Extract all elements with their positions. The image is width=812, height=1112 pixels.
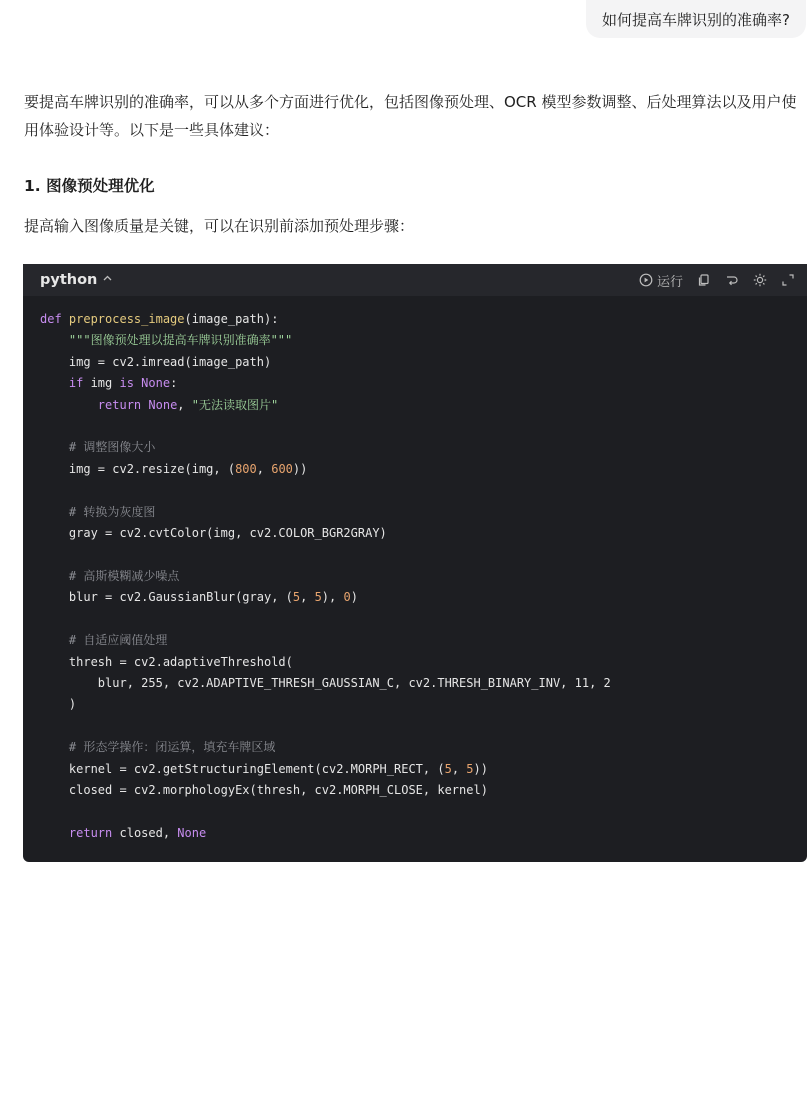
- code-token: 5: [314, 590, 322, 605]
- code-line: [40, 523, 790, 544]
- code-token: ): [40, 697, 77, 712]
- code-line: [40, 673, 790, 694]
- code-token: blur, 255, cv2.ADAPTIVE_THRESH_GAUSSIAN_C, cv2.THRESH_BINARY_INV, 11, 2: [40, 675, 611, 690]
- code-line: [40, 737, 790, 758]
- section-heading: 1. 图像预处理优化: [24, 177, 155, 195]
- code-line: [40, 630, 790, 651]
- section-description: 提高输入图像质量是关键，可以在识别前添加预处理步骤：: [24, 217, 415, 235]
- code-toolbar: [639, 271, 795, 290]
- theme-icon: [753, 273, 767, 287]
- code-token: )): [473, 761, 488, 776]
- code-token: None: [141, 376, 171, 391]
- code-token: # 转换为灰度图: [68, 504, 156, 519]
- code-token: img: [83, 376, 120, 391]
- run-button[interactable]: [639, 271, 683, 290]
- code-token: None: [148, 397, 178, 412]
- code-token: img = cv2.imread(image_path): [40, 354, 272, 369]
- code-token: # 自适应阈值处理: [68, 633, 168, 648]
- code-token: [40, 376, 69, 390]
- watermark: 掘金技术社区 @ Harry技术: [479, 1083, 785, 1111]
- code-line: [40, 716, 790, 737]
- code-token: [40, 569, 69, 583]
- code-token: "无法读取图片": [191, 397, 279, 412]
- code-token: return: [97, 397, 142, 412]
- code-token: None: [177, 825, 207, 840]
- code-token: return: [68, 825, 113, 840]
- code-line: [40, 801, 790, 822]
- code-line: [40, 544, 790, 565]
- code-token: ,: [256, 461, 272, 476]
- code-token: [40, 398, 98, 412]
- code-token: [40, 505, 69, 519]
- user-message-text: 如何提高车牌识别的准确率?: [602, 10, 790, 29]
- code-token: [40, 826, 69, 840]
- code-token: (image_path):: [184, 312, 279, 326]
- copy-button[interactable]: [697, 273, 711, 287]
- code-token: # 调整图像大小: [68, 440, 156, 455]
- code-token: 5: [292, 590, 301, 605]
- code-language-toggle[interactable]: [40, 272, 113, 288]
- code-line: [40, 694, 790, 715]
- code-token: preprocess_image: [68, 312, 185, 326]
- code-token: 5: [466, 761, 474, 776]
- code-token: ),: [321, 590, 344, 605]
- code-block-header: [23, 264, 807, 296]
- assistant-answer: [24, 88, 802, 238]
- code-line: [40, 759, 790, 780]
- code-token: 0: [343, 590, 351, 605]
- code-token: [40, 333, 69, 347]
- answer-intro: 要提高车牌识别的准确率，可以从多个方面进行优化，包括图像预处理、OCR 模型参数调整、后处理算法以及用户使用体验设计等。以下是一些具体建议：: [24, 93, 797, 139]
- code-line: [40, 352, 790, 373]
- code-line: [40, 395, 790, 416]
- code-token: 600: [271, 461, 293, 476]
- code-line: [40, 566, 790, 587]
- copy-icon: [697, 273, 711, 287]
- code-line: [40, 373, 790, 394]
- code-token: if: [68, 376, 84, 391]
- code-token: # 形态学操作：闭运算，填充车牌区域: [68, 740, 276, 755]
- code-line: [40, 309, 790, 330]
- run-label: 运行: [656, 274, 683, 290]
- code-token: )): [292, 461, 308, 476]
- code-token: 5: [444, 761, 452, 776]
- expand-icon: [781, 273, 795, 287]
- wrap-button[interactable]: [725, 273, 739, 287]
- chevron-up-icon: [102, 273, 113, 287]
- expand-button[interactable]: [781, 273, 795, 287]
- code-token: # 高斯模糊减少噪点: [68, 568, 180, 583]
- code-line: [40, 609, 790, 630]
- code-token: thresh = cv2.adaptiveThreshold(: [40, 654, 293, 669]
- code-token: 800: [235, 461, 257, 476]
- theme-button[interactable]: [753, 273, 767, 287]
- play-icon: [639, 273, 653, 287]
- code-line: [40, 823, 790, 844]
- code-token: [40, 440, 69, 454]
- code-token: closed = cv2.morphologyEx(thresh, cv2.MORPH_CLOSE, kernel): [40, 782, 488, 797]
- code-line: [40, 502, 790, 523]
- code-token: gray = cv2.cvtColor(img, cv2.COLOR_BGR2GRAY): [40, 526, 387, 541]
- wrap-icon: [725, 273, 739, 287]
- code-token: [40, 633, 69, 647]
- code-token: ,: [300, 590, 315, 605]
- code-token: ,: [177, 397, 192, 412]
- code-token: blur = cv2.GaussianBlur(gray, (: [40, 590, 293, 605]
- code-line: [40, 416, 790, 437]
- code-token: is: [119, 376, 134, 391]
- code-token: ,: [451, 761, 467, 776]
- code-line: [40, 459, 790, 480]
- code-token: img = cv2.resize(img, (: [40, 461, 236, 476]
- code-line: [40, 480, 790, 501]
- code-token: def: [40, 312, 69, 326]
- code-token: kernel = cv2.getStructuringElement(cv2.MORPH_RECT, (: [40, 761, 445, 776]
- code-line: [40, 652, 790, 673]
- code-language-label: python: [40, 272, 98, 288]
- code-block: [23, 264, 807, 1111]
- code-token: :: [170, 376, 178, 391]
- code-token: closed,: [112, 825, 178, 840]
- code-line: [40, 437, 790, 458]
- code-line: [40, 330, 790, 351]
- code-token: """图像预处理以提高车牌识别准确率""": [68, 333, 293, 348]
- code-token: ): [350, 590, 358, 605]
- code-body: [23, 296, 807, 844]
- code-line: [40, 780, 790, 801]
- user-message-bubble: [586, 0, 806, 38]
- code-token: [40, 740, 69, 754]
- code-line: [40, 587, 790, 608]
